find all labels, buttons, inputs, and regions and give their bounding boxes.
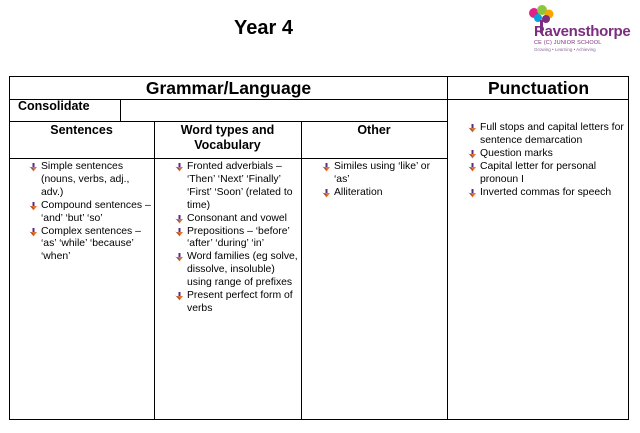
arrow-bullet-icon <box>322 189 331 198</box>
arrow-bullet-icon <box>468 163 477 172</box>
table-divider <box>301 121 302 420</box>
logo-tagline: Growing • Learning • Achieving <box>534 47 596 52</box>
arrow-bullet-icon <box>175 292 184 301</box>
arrow-bullet-icon <box>29 202 38 211</box>
list-item: Simple sentences (nouns, verbs, adj., adv.) <box>29 161 152 200</box>
grammar-heading: Grammar/Language <box>145 78 312 98</box>
page-title: Year 4 <box>234 17 293 39</box>
table-divider <box>154 121 155 420</box>
arrow-bullet-icon <box>29 228 38 237</box>
punctuation-heading: Punctuation <box>487 78 590 98</box>
column-heading-other: Other <box>357 123 391 137</box>
arrow-bullet-icon <box>175 215 184 224</box>
arrow-bullet-icon <box>175 228 184 237</box>
list-item: Inverted commas for speech <box>468 187 628 200</box>
arrow-bullet-icon <box>175 163 184 172</box>
table-divider <box>9 158 448 159</box>
list-item: Similes using ‘like’ or ‘as’ <box>322 161 446 187</box>
arrow-bullet-icon <box>468 124 477 133</box>
list-item: Capital letter for personal pronoun I <box>468 161 628 187</box>
table-divider <box>9 121 448 122</box>
list-item: Fronted adverbials – ‘Then’ ‘Next’ ‘Finally’ ‘First’ ‘Soon’ (related to time) <box>175 161 299 213</box>
punctuation-list <box>468 122 628 199</box>
consolidate-label: Consolidate <box>18 99 90 113</box>
table-divider <box>447 76 448 420</box>
arrow-bullet-icon <box>468 189 477 198</box>
sentences-list <box>29 161 152 264</box>
other-list <box>322 161 446 200</box>
list-item: Word families (eg solve, dissolve, insoluble) using range of prefixes <box>175 251 299 290</box>
arrow-bullet-icon <box>175 253 184 262</box>
list-item: Question marks <box>468 148 628 161</box>
list-item: Prepositions – ‘before’ ‘after’ ‘during’ ‘in’ <box>175 226 299 252</box>
table-divider <box>9 99 629 100</box>
logo-name: Ravensthorpe <box>534 23 631 40</box>
table-divider <box>120 99 121 121</box>
column-heading-sentences: Sentences <box>50 123 113 137</box>
list-item: Present perfect form of verbs <box>175 290 299 316</box>
list-item: Alliteration <box>322 187 446 200</box>
list-item: Full stops and capital letters for sentence demarcation <box>468 122 628 148</box>
arrow-bullet-icon <box>29 163 38 172</box>
column-heading-word-types: Word types and Vocabulary <box>180 123 275 152</box>
arrow-bullet-icon <box>322 163 331 172</box>
school-logo <box>518 4 636 56</box>
logo-subtitle: CE (C) JUNIOR SCHOOL <box>534 40 602 46</box>
list-item: Compound sentences – ‘and’ ‘but’ ‘so’ <box>29 200 152 226</box>
word-types-list <box>175 161 299 316</box>
arrow-bullet-icon <box>468 150 477 159</box>
list-item: Consonant and vowel <box>175 213 299 226</box>
list-item: Complex sentences – ‘as’ ‘while’ ‘because’ ‘when’ <box>29 226 152 265</box>
